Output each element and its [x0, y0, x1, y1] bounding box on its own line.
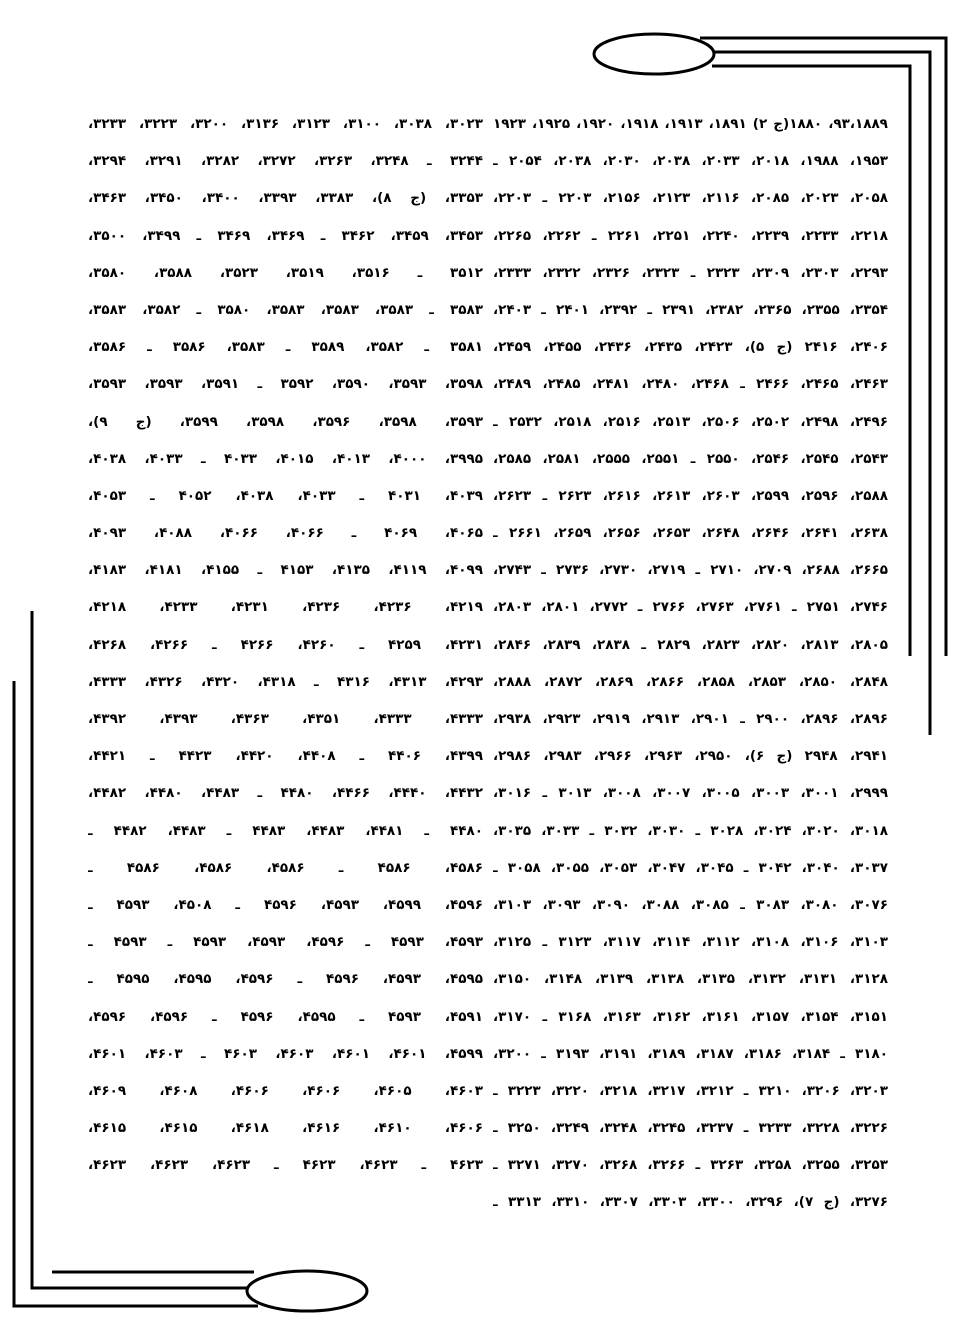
- index-line: ۲۷۴۶، ۲۷۵۱ ـ ۲۷۶۱، ۲۷۶۳، ۲۷۶۶ ـ ۲۷۷۲، ۲۸۰۱، ۲۸۰۳،: [493, 599, 888, 616]
- index-line: ۳۵۹۸، ۳۵۹۳، ۳۵۹۰، ۳۵۹۲ ـ ۳۵۹۱، ۳۵۹۳، ۳۵۹۳،: [88, 376, 483, 393]
- index-line: ۴۵۹۳، ۴۵۹۳ ـ ۴۵۹۶، ۴۵۹۳، ۴۵۹۳ ـ ۴۵۹۳ ـ: [88, 934, 483, 951]
- index-line: ۳۲۴۴ ـ ۳۲۴۸، ۳۲۶۳، ۳۲۷۲، ۳۲۸۲، ۳۲۹۱، ۳۲۹۴،: [88, 153, 483, 170]
- index-line: ۴۰۹۹، ۴۱۱۹، ۴۱۳۵، ۴۱۵۳ ـ ۴۱۵۵، ۴۱۸۱، ۴۱۸۳،: [88, 562, 483, 579]
- index-line: ۴۰۶۵، ۴۰۶۹ ـ ۴۰۶۶، ۴۰۶۶، ۴۰۸۸، ۴۰۹۳،: [88, 525, 483, 542]
- index-line: ۱۹۵۳، ۱۹۸۸، ۲۰۱۸، ۲۰۳۳، ۲۰۳۸، ۲۰۳۰، ۲۰۳۸، ۲۰۵۴ ـ: [493, 153, 888, 170]
- index-line: ۴۶۰۶، ۴۶۱۰، ۴۶۱۶، ۴۶۱۸، ۴۶۱۵، ۴۶۱۵،: [88, 1120, 483, 1137]
- index-column-left: [88, 106, 483, 1184]
- index-line: ۲۸۰۵، ۲۸۱۳، ۲۸۲۰، ۲۸۲۳، ۲۸۲۹ ـ ۲۸۳۸، ۲۸۳۹، ۲۸۴۶،: [493, 636, 888, 653]
- index-line: ۲۹۴۱، ۲۹۴۸ (ج ۶)، ۲۹۵۰، ۲۹۶۳، ۲۹۶۶، ۲۹۸۳، ۲۹۸۶،: [493, 748, 888, 765]
- index-line: ۲۴۶۳، ۲۴۶۵، ۲۴۶۶ ـ ۲۴۶۸، ۲۴۸۰، ۲۴۸۱، ۲۴۸۵، ۲۴۸۹،: [493, 376, 888, 393]
- index-line: ۳۳۵۳، (ج ۸)، ۳۳۸۳، ۳۳۹۳، ۳۴۰۰، ۳۴۵۰، ۳۴۶۳،: [88, 190, 483, 207]
- index-line: ۳۲۵۳، ۳۲۵۵، ۳۲۵۸، ۳۲۶۳ ـ ۳۲۶۶، ۳۲۶۸، ۳۲۷۰، ۳۲۷۱ ـ: [493, 1157, 888, 1174]
- index-line: ۲۴۹۶، ۲۴۹۸، ۲۵۰۲، ۲۵۰۶، ۲۵۱۳، ۲۵۱۶، ۲۵۱۸، ۲۵۳۲ ـ: [493, 413, 888, 430]
- index-line: ۲۵۴۳، ۲۵۴۵، ۲۵۴۶، ۲۵۵۰ ـ ۲۵۵۱، ۲۵۵۵، ۲۵۸۱، ۲۵۸۵،: [493, 450, 888, 467]
- index-line: ۳۰۳۷، ۳۰۴۰، ۳۰۴۲ ـ ۳۰۴۵، ۳۰۴۷، ۳۰۵۳، ۳۰۵۵، ۳۰۵۸ ـ: [493, 859, 888, 876]
- index-line: ۴۲۳۱، ۴۲۵۹ ـ ۴۲۶۰، ۴۲۶۶ ـ ۴۲۶۶، ۴۲۶۸،: [88, 636, 483, 653]
- index-line: ۲۸۴۸، ۲۸۵۰، ۲۸۵۳، ۲۸۵۸، ۲۸۶۶، ۲۸۶۹، ۲۸۷۲، ۲۸۸۸،: [493, 673, 888, 690]
- index-line: ۳۱۵۱، ۳۱۵۴، ۳۱۵۷، ۳۱۶۱، ۳۱۶۲، ۳۱۶۳، ۳۱۶۸ ـ ۳۱۷۰،: [493, 1008, 888, 1025]
- index-line: ۴۳۹۹، ۴۴۰۶ ـ ۴۴۰۸، ۴۴۲۰، ۴۴۲۳ ـ ۴۴۲۱،: [88, 748, 483, 765]
- index-line: ۴۲۱۹، ۴۲۳۶، ۴۲۳۶، ۴۲۳۱، ۴۲۳۳، ۴۲۱۸،: [88, 599, 483, 616]
- index-line: ۳۲۲۶، ۳۲۲۸، ۳۲۳۳ ـ ۳۲۳۷، ۳۲۴۵، ۳۲۴۸، ۳۲۴۹، ۳۲۵۰ ـ: [493, 1120, 888, 1137]
- index-line: ۲۳۵۴، ۲۳۵۵، ۲۳۶۵، ۲۳۸۲، ۲۳۹۱ ـ ۲۳۹۲، ۲۴۰۱ ـ ۲۴۰۳،: [493, 301, 888, 318]
- index-line: ۳۲۷۶، (ج ۷)، ۳۲۹۶، ۳۳۰۰، ۳۳۰۳، ۳۳۰۷، ۳۳۱۰، ۳۳۱۳ ـ: [493, 1194, 888, 1211]
- index-line: ۴۳۳۳، ۴۳۳۳، ۴۳۵۱، ۴۳۶۳، ۴۳۹۳، ۴۳۹۲،: [88, 711, 483, 727]
- index-line: ۲۶۳۸، ۲۶۴۱، ۲۶۴۶، ۲۶۴۸، ۲۶۵۳، ۲۶۵۶، ۲۶۵۹، ۲۶۶۱ ـ: [493, 525, 888, 542]
- index-line: ۲۵۸۸، ۲۵۹۶، ۲۵۹۹، ۲۶۰۳، ۲۶۱۳، ۲۶۱۶، ۲۶۲۳ ـ ۲۶۲۳،: [493, 487, 888, 504]
- index-line: ۲۲۹۳، ۲۳۰۳، ۲۳۰۹، ۲۳۲۳ ـ ۲۳۲۳، ۲۳۲۶، ۲۳۲۲، ۲۳۳۳،: [493, 264, 888, 281]
- index-line: ۳۴۵۳، ۳۴۵۹، ۳۴۶۲ ـ ۳۴۶۹، ۳۴۶۹ ـ ۳۴۹۹، ۳۵۰۰،: [88, 227, 483, 244]
- index-line: ۲۲۱۸، ۲۲۳۳، ۲۲۳۹، ۲۲۴۰، ۲۲۵۱، ۲۲۶۱ ـ ۲۲۶۲، ۲۲۶۵،: [493, 227, 888, 244]
- index-line: ۳۵۱۲ ـ ۳۵۱۶، ۳۵۱۹، ۳۵۲۳، ۳۵۸۸، ۳۵۸۰،: [88, 264, 483, 281]
- index-line: ۳۰۷۶، ۳۰۸۰، ۳۰۸۳ ـ ۳۰۸۵، ۳۰۸۸، ۳۰۹۰، ۳۰۹۳، ۳۱۰۳،: [493, 896, 888, 913]
- top-right-ornament-oval: [594, 34, 714, 74]
- index-line: ۳۵۸۱ ـ ۳۵۸۲، ۳۵۸۹ ـ ۳۵۸۳، ۳۵۸۶ ـ ۳۵۸۶،: [88, 339, 483, 356]
- index-line: ۲۴۰۶، ۲۴۱۶ (ج ۵)، ۲۴۲۳، ۲۴۳۵، ۲۴۳۶، ۲۴۵۵، ۲۴۵۹،: [493, 339, 888, 356]
- index-line: ۴۶۰۳، ۴۶۰۵، ۴۶۰۶، ۴۶۰۶، ۴۶۰۸، ۴۶۰۹،: [88, 1082, 483, 1099]
- index-line: ۳۲۰۳، ۳۲۰۶، ۳۲۱۰ ـ ۳۲۱۲، ۳۲۱۷، ۳۲۱۸، ۳۲۲۰، ۳۲۲۳ ـ: [493, 1082, 888, 1099]
- index-column-right: [493, 106, 888, 1222]
- index-line: ۲۹۹۹، ۳۰۰۱، ۳۰۰۳، ۳۰۰۵، ۳۰۰۷، ۳۰۰۸، ۳۰۱۳ ـ ۳۰۱۶،: [493, 785, 888, 802]
- bottom-left-ornament-oval: [247, 1271, 367, 1311]
- index-line: ۴۵۹۱، ۴۵۹۳ ـ ۴۵۹۵، ۴۵۹۶ ـ ۴۵۹۶، ۴۵۹۶،: [88, 1008, 483, 1025]
- index-line: ۴۵۸۶، ۴۵۸۶ ـ ۴۵۸۶، ۴۵۸۶، ۴۵۸۶ ـ: [88, 859, 483, 876]
- index-line: ۲۸۹۶، ۲۸۹۶، ۲۹۰۰ ـ ۲۹۰۱، ۲۹۱۳، ۲۹۱۹، ۲۹۲۳، ۲۹۳۸،: [493, 711, 888, 727]
- index-line: ۳۰۱۸، ۳۰۲۰، ۳۰۲۴، ۳۰۲۸ ـ ۳۰۳۰، ۳۰۳۲ ـ ۳۰۳۳، ۳۰۳۵،: [493, 822, 888, 839]
- index-line: ۹۳،۱۸۸۹، ۱۸۸۰(ج ۲) ۱۸۹۱، ۱۹۱۳، ۱۹۱۸، ۱۹۲۰، ۱۹۲۵، ۱۹۲۳: [493, 116, 888, 132]
- index-line: ۴۰۳۹، ۴۰۳۱ ـ ۴۰۳۳، ۴۰۳۸، ۴۰۵۲ ـ ۴۰۵۳،: [88, 487, 483, 504]
- index-line: ۳۱۲۸، ۳۱۳۱، ۳۱۳۲، ۳۱۳۵، ۳۱۳۸، ۳۱۳۹، ۳۱۴۸، ۳۱۵۰،: [493, 971, 888, 988]
- index-line: ۴۶۲۳ ـ ۴۶۲۳، ۴۶۲۳ ـ ۴۶۲۳، ۴۶۲۳، ۴۶۲۳،: [88, 1157, 483, 1174]
- index-line: ۳۵۸۳ ـ ۳۵۸۳، ۳۵۸۳، ۳۵۸۳، ۳۵۸۰ ـ ۳۵۸۲، ۳۵۸۳،: [88, 301, 483, 318]
- index-line: ۴۴۳۲، ۴۴۴۰، ۴۴۶۶، ۴۴۸۰ ـ ۴۴۸۳، ۴۴۸۰، ۴۴۸۲،: [88, 785, 483, 802]
- index-line: ۴۲۹۳، ۴۳۱۳، ۴۳۱۶ ـ ۴۳۱۸، ۴۳۲۰، ۴۳۲۶، ۴۳۳۳،: [88, 673, 483, 690]
- index-line: ۳۰۲۳، ۳۰۳۸، ۳۱۰۰، ۳۱۲۳، ۳۱۳۶، ۳۲۰۰، ۳۲۲۳، ۳۲۳۳،: [88, 116, 483, 132]
- index-line: ۳۱۸۰ ـ ۳۱۸۴، ۳۱۸۶، ۳۱۸۷، ۳۱۸۹، ۳۱۹۱، ۳۱۹۳ ـ ۳۲۰۰،: [493, 1045, 888, 1062]
- index-line: ۴۴۸۰ ـ ۴۴۸۱، ۴۴۸۳، ۴۴۸۳ ـ ۴۴۸۳، ۴۴۸۲ ـ: [88, 822, 483, 839]
- index-line: ۴۵۹۹، ۴۶۰۱، ۴۶۰۱، ۴۶۰۳، ۴۶۰۳ ـ ۴۶۰۳، ۴۶۰۱،: [88, 1045, 483, 1062]
- index-line: ۴۵۹۵، ۴۵۹۳، ۴۵۹۶ ـ ۴۵۹۶، ۴۵۹۵، ۴۵۹۵ ـ: [88, 971, 483, 988]
- index-line: ۴۵۹۶، ۴۵۹۹، ۴۵۹۳، ۴۵۹۶ ـ ۴۵۰۸، ۴۵۹۳ ـ: [88, 896, 483, 913]
- index-line: ۳۵۹۳، ۳۵۹۸، ۳۵۹۶، ۳۵۹۸، ۳۵۹۹، (ج ۹)،: [88, 413, 483, 430]
- index-line: ۲۶۶۵، ۲۶۸۸، ۲۷۰۹، ۲۷۱۰ ـ ۲۷۱۹، ۲۷۳۰، ۲۷۳۶ ـ ۲۷۴۳،: [493, 562, 888, 579]
- index-line: ۳۱۰۳، ۳۱۰۶، ۳۱۰۸، ۳۱۱۲، ۳۱۱۴، ۳۱۱۷، ۳۱۲۳ ـ ۳۱۲۵،: [493, 934, 888, 951]
- index-line: ۲۰۵۸، ۲۰۲۳، ۲۰۸۵، ۲۱۱۶، ۲۱۲۳، ۲۱۵۶، ۲۲۰۳ ـ ۲۲۰۳،: [493, 190, 888, 207]
- index-line: ۳۹۹۵، ۴۰۰۰، ۴۰۱۳، ۴۰۱۵، ۴۰۳۳ ـ ۴۰۳۳، ۴۰۳۸،: [88, 450, 483, 467]
